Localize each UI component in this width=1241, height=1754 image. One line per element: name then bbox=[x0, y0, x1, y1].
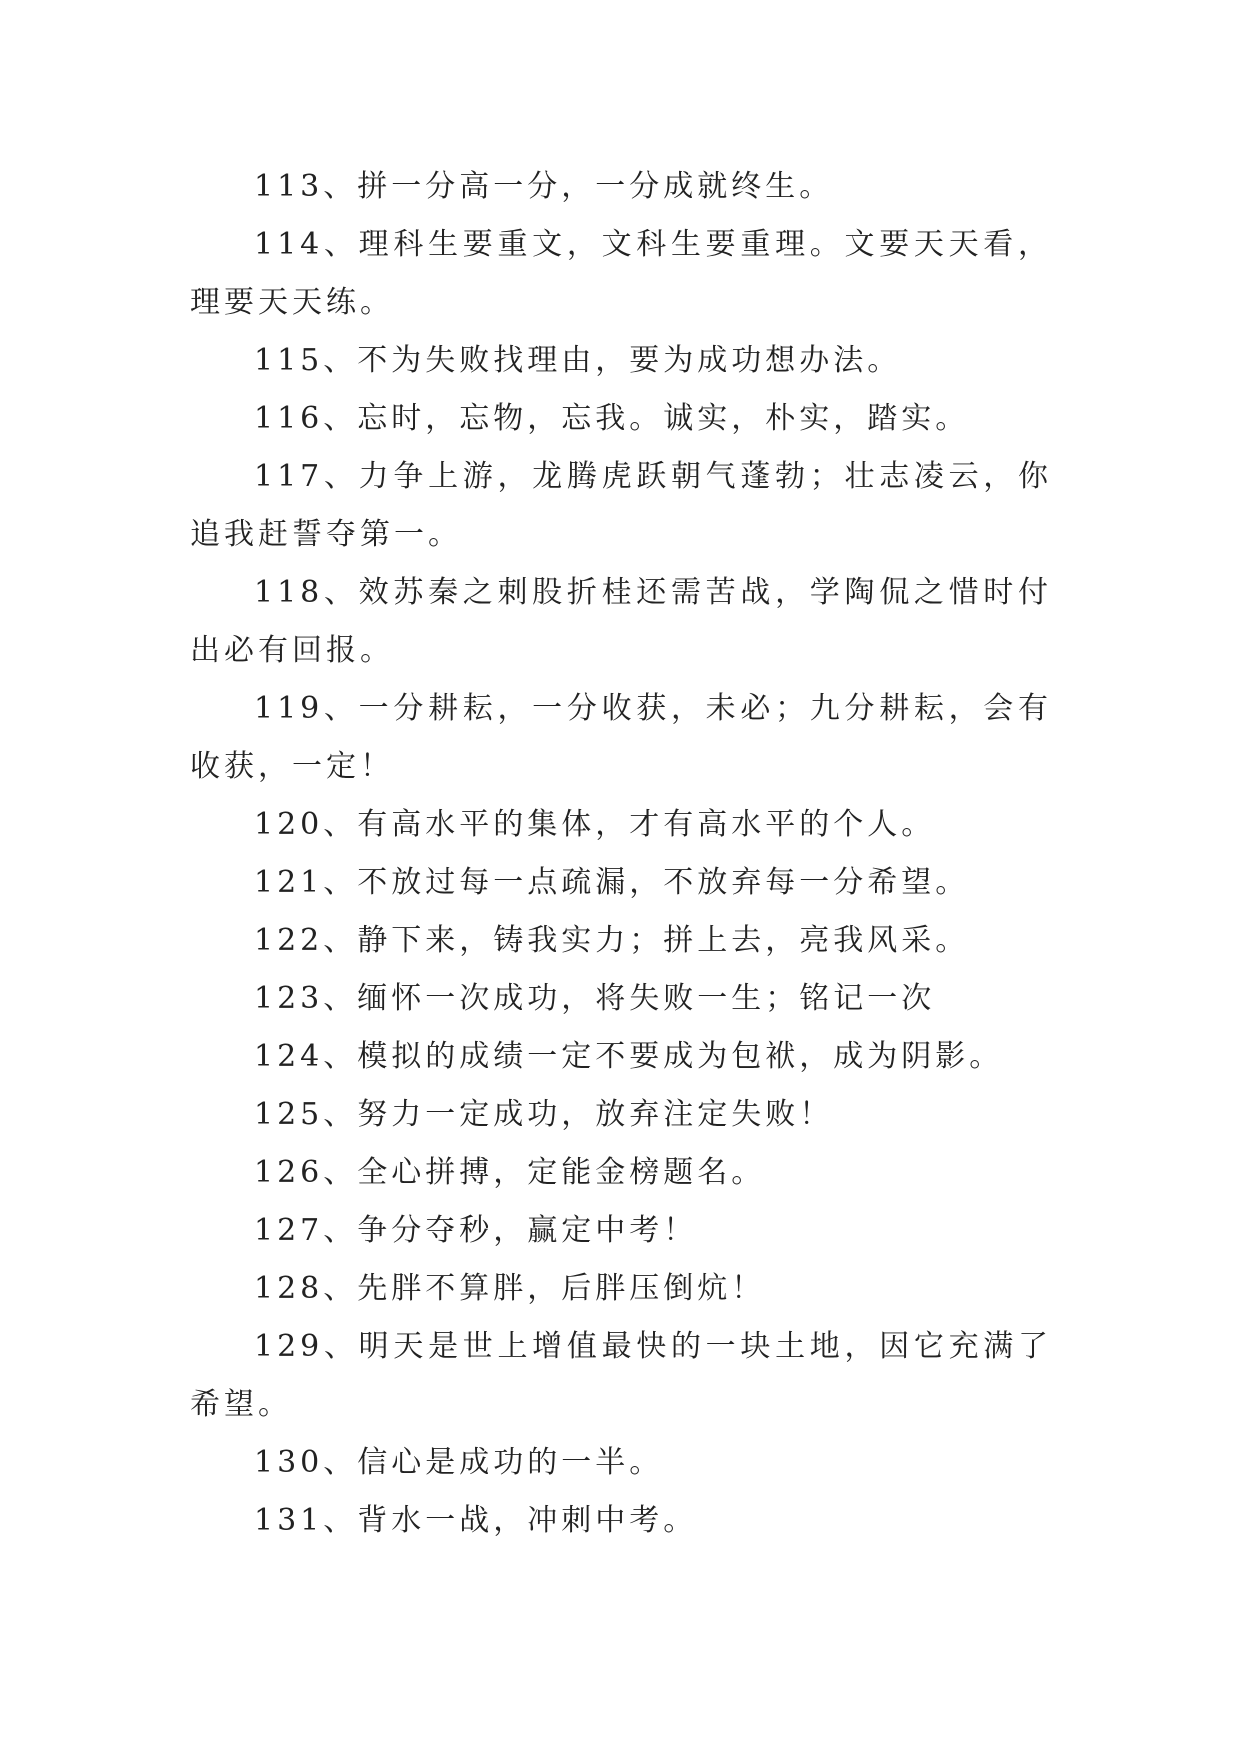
paragraph-117: 117、力争上游，龙腾虎跃朝气蓬勃；壮志凌云，你追我赶誓夺第一。 bbox=[190, 459, 1052, 552]
paragraph-125: 125、努力一定成功，放弃注定失败！ bbox=[254, 1097, 834, 1132]
paragraph-124: 124、模拟的成绩一定不要成为包袱，成为阴影。 bbox=[254, 1039, 1004, 1074]
document-body bbox=[190, 158, 1052, 1550]
paragraph-121: 121、不放过每一点疏漏，不放弃每一分希望。 bbox=[254, 865, 970, 900]
paragraph-120: 120、有高水平的集体，才有高水平的个人。 bbox=[254, 807, 936, 842]
paragraph-113: 113、拼一分高一分，一分成就终生。 bbox=[254, 169, 834, 204]
paragraph-116: 116、忘时，忘物，忘我。诚实，朴实，踏实。 bbox=[254, 401, 970, 436]
paragraph-131: 131、背水一战，冲刺中考。 bbox=[254, 1503, 698, 1538]
paragraph-130: 130、信心是成功的一半。 bbox=[254, 1445, 664, 1480]
paragraph-119: 119、一分耕耘，一分收获，未必；九分耕耘，会有收获，一定！ bbox=[190, 691, 1052, 784]
paragraph-123: 123、缅怀一次成功，将失败一生；铭记一次 bbox=[254, 981, 936, 1016]
paragraph-127: 127、争分夺秒，赢定中考！ bbox=[254, 1213, 698, 1248]
paragraph-115: 115、不为失败找理由，要为成功想办法。 bbox=[254, 343, 902, 378]
paragraph-129: 129、明天是世上增值最快的一块土地，因它充满了希望。 bbox=[190, 1329, 1052, 1422]
paragraph-128: 128、先胖不算胖，后胖压倒炕！ bbox=[254, 1271, 766, 1306]
paragraph-126: 126、全心拼搏，定能金榜题名。 bbox=[254, 1155, 766, 1190]
paragraph-114: 114、理科生要重文，文科生要重理。文要天天看，理要天天练。 bbox=[190, 227, 1052, 320]
paragraph-118: 118、效苏秦之刺股折桂还需苦战，学陶侃之惜时付出必有回报。 bbox=[190, 575, 1052, 668]
paragraph-122: 122、静下来，铸我实力；拼上去，亮我风采。 bbox=[254, 923, 970, 958]
